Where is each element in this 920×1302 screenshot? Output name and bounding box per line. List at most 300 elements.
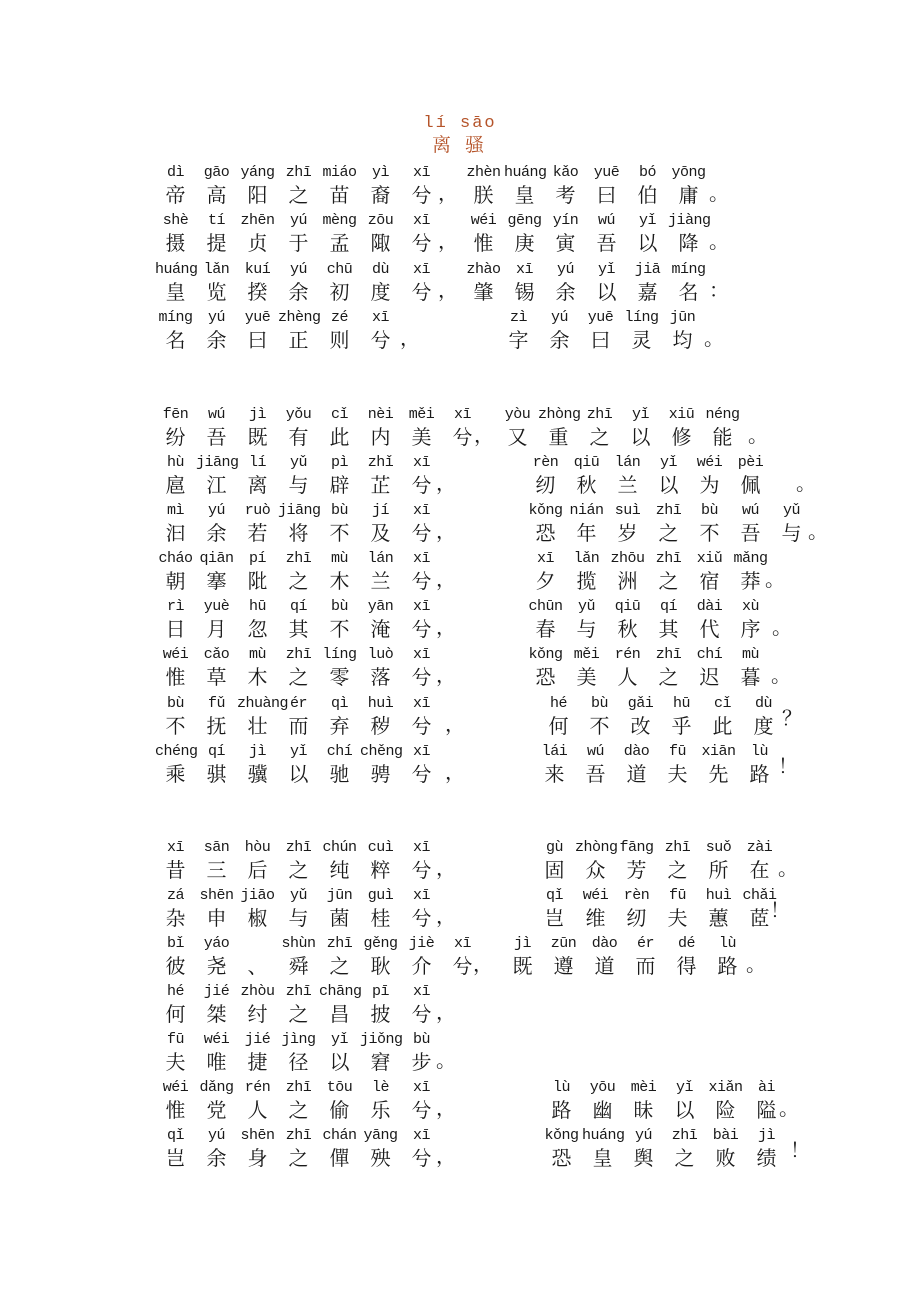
char-cell bbox=[702, 694, 743, 738]
char-cell bbox=[579, 405, 620, 449]
char-cell bbox=[196, 549, 237, 593]
punctuation: ， bbox=[473, 952, 493, 976]
pinyin: jiāng bbox=[278, 502, 321, 519]
pinyin: yáo bbox=[203, 935, 230, 952]
char-cell bbox=[360, 1126, 401, 1170]
char-cell bbox=[497, 405, 538, 449]
char-cell bbox=[698, 838, 739, 882]
char-cell bbox=[620, 694, 661, 738]
char-cell bbox=[661, 694, 702, 738]
hanzi: 恐 bbox=[535, 521, 556, 545]
hanzi: 兮 bbox=[411, 1098, 432, 1122]
pinyin: ér bbox=[636, 935, 654, 952]
char-cell bbox=[319, 405, 360, 449]
char-cell bbox=[237, 597, 278, 641]
pinyin: xī bbox=[412, 212, 430, 229]
hanzi: 其 bbox=[658, 617, 679, 641]
pinyin: wéi bbox=[162, 646, 189, 663]
pinyin: zhèn bbox=[466, 164, 501, 181]
pinyin: yǔ bbox=[289, 454, 307, 471]
char-cell bbox=[155, 405, 196, 449]
char-cell bbox=[278, 982, 319, 1026]
char-cell bbox=[278, 163, 319, 207]
hanzi: 纣 bbox=[247, 1002, 268, 1026]
char-cell bbox=[689, 597, 730, 641]
pinyin: zhī bbox=[671, 1127, 698, 1144]
char-cell bbox=[155, 211, 196, 255]
hanzi: 蕙 bbox=[708, 906, 729, 930]
char-cell bbox=[237, 886, 278, 930]
pinyin: yān bbox=[367, 598, 394, 615]
hanzi: 乘 bbox=[165, 762, 186, 786]
pinyin: dù bbox=[754, 695, 772, 712]
hanzi: 之 bbox=[288, 183, 309, 207]
pinyin: bài bbox=[712, 1127, 739, 1144]
hanzi: 迟 bbox=[699, 665, 720, 689]
char-cell bbox=[668, 211, 709, 255]
pinyin: zhēn bbox=[240, 212, 275, 229]
char-cell bbox=[648, 453, 689, 497]
char-cell bbox=[155, 501, 196, 545]
pinyin: shēn bbox=[240, 1127, 275, 1144]
pinyin: chūn bbox=[528, 598, 563, 615]
hanzi: 兮 bbox=[411, 665, 432, 689]
char-cell bbox=[502, 934, 543, 978]
pinyin: fēn bbox=[162, 406, 189, 423]
hanzi: 介 bbox=[411, 954, 432, 978]
hanzi: 初 bbox=[329, 280, 350, 304]
punctuation: ！ bbox=[790, 1138, 810, 1162]
pinyin: yòu bbox=[504, 406, 531, 423]
char-cell bbox=[746, 1126, 787, 1170]
hanzi: 之 bbox=[658, 569, 679, 593]
char-cell bbox=[278, 838, 319, 882]
char-cell bbox=[616, 838, 657, 882]
char-cell bbox=[319, 694, 360, 738]
pinyin bbox=[237, 934, 278, 954]
pinyin: miáo bbox=[322, 164, 357, 181]
hanzi: 兮 bbox=[411, 473, 432, 497]
char-cell bbox=[607, 501, 648, 545]
hanzi: 纷 bbox=[165, 425, 186, 449]
char-cell bbox=[401, 934, 442, 978]
char-cell bbox=[662, 308, 703, 352]
hanzi: 重 bbox=[548, 425, 569, 449]
poem-line bbox=[0, 260, 920, 304]
hanzi: 扈 bbox=[165, 473, 186, 497]
pinyin: suǒ bbox=[705, 839, 732, 856]
title-pinyin: lí sāo bbox=[423, 114, 497, 133]
char-cell bbox=[627, 211, 668, 255]
hanzi: 固 bbox=[544, 858, 565, 882]
char-cell bbox=[401, 694, 442, 738]
hanzi: 党 bbox=[206, 1098, 227, 1122]
punctuation: ， bbox=[436, 856, 456, 880]
pinyin: xiǔ bbox=[696, 550, 723, 567]
punctuation: 。 bbox=[771, 663, 791, 687]
pinyin: fū bbox=[668, 743, 686, 760]
pinyin: zhī bbox=[326, 935, 353, 952]
pinyin: lù bbox=[552, 1079, 570, 1096]
pinyin: mù bbox=[741, 646, 759, 663]
char-cell bbox=[689, 501, 730, 545]
hanzi: 昌 bbox=[329, 1002, 350, 1026]
pinyin: jūn bbox=[326, 887, 353, 904]
pinyin: zhī bbox=[285, 164, 312, 181]
char-cell bbox=[360, 694, 401, 738]
hanzi: 道 bbox=[594, 954, 615, 978]
poem-line bbox=[0, 1126, 920, 1170]
pinyin: rèn bbox=[623, 887, 650, 904]
line-segment-b bbox=[538, 694, 784, 738]
char-cell bbox=[538, 694, 579, 738]
pinyin: zhī bbox=[655, 646, 682, 663]
hanzi: 、 bbox=[247, 954, 268, 978]
pinyin: jiāng bbox=[196, 454, 239, 471]
pinyin: rèn bbox=[532, 454, 559, 471]
pinyin: lù bbox=[718, 935, 736, 952]
char-cell bbox=[620, 405, 661, 449]
pinyin: hù bbox=[166, 454, 184, 471]
char-cell bbox=[278, 405, 319, 449]
line-segment-a bbox=[155, 694, 442, 738]
hanzi: 桀 bbox=[206, 1002, 227, 1026]
pinyin: xī bbox=[412, 550, 430, 567]
hanzi: 此 bbox=[329, 425, 350, 449]
char-cell bbox=[627, 163, 668, 207]
hanzi: 恐 bbox=[551, 1146, 572, 1170]
hanzi: 菌 bbox=[329, 906, 350, 930]
char-cell bbox=[155, 982, 196, 1026]
pinyin: huáng bbox=[504, 164, 547, 181]
char-cell bbox=[237, 549, 278, 593]
char-cell bbox=[196, 501, 237, 545]
pinyin: yǔ bbox=[289, 887, 307, 904]
char-cell bbox=[155, 308, 196, 352]
pinyin: jìng bbox=[281, 1031, 316, 1048]
pinyin: líng bbox=[624, 309, 659, 326]
hanzi: 何 bbox=[548, 714, 569, 738]
char-cell bbox=[579, 694, 620, 738]
char-cell bbox=[463, 260, 504, 304]
pinyin: dù bbox=[371, 261, 389, 278]
pinyin: bǐ bbox=[166, 935, 184, 952]
hanzi: 之 bbox=[288, 1002, 309, 1026]
hanzi: 兮 bbox=[411, 762, 432, 786]
hanzi: 得 bbox=[676, 954, 697, 978]
hanzi: 名 bbox=[165, 328, 186, 352]
char-cell bbox=[525, 645, 566, 689]
pinyin: xī bbox=[453, 935, 471, 952]
char-cell bbox=[319, 934, 360, 978]
hanzi: 纯 bbox=[329, 858, 350, 882]
char-cell bbox=[278, 260, 319, 304]
hanzi: 将 bbox=[288, 521, 309, 545]
hanzi: 遵 bbox=[553, 954, 574, 978]
char-cell bbox=[278, 453, 319, 497]
punctuation: 。 bbox=[808, 519, 828, 543]
char-cell bbox=[657, 886, 698, 930]
pinyin: fū bbox=[668, 887, 686, 904]
pinyin: yì bbox=[371, 164, 389, 181]
pinyin: chāng bbox=[319, 983, 362, 1000]
char-cell bbox=[155, 694, 196, 738]
hanzi: 所 bbox=[708, 858, 729, 882]
hanzi: 内 bbox=[370, 425, 391, 449]
pinyin: rì bbox=[166, 598, 184, 615]
hanzi: 寅 bbox=[555, 231, 576, 255]
pinyin: mèi bbox=[630, 1079, 657, 1096]
pinyin: qǐ bbox=[166, 1127, 184, 1144]
char-cell bbox=[401, 163, 442, 207]
punctuation: ， bbox=[438, 229, 458, 253]
hanzi: 以 bbox=[637, 231, 658, 255]
char-cell bbox=[545, 163, 586, 207]
hanzi: 之 bbox=[589, 425, 610, 449]
hanzi: 夕 bbox=[535, 569, 556, 593]
char-cell bbox=[319, 501, 360, 545]
hanzi: 苗 bbox=[329, 183, 350, 207]
pinyin: yǐ bbox=[330, 1031, 348, 1048]
hanzi: 余 bbox=[206, 328, 227, 352]
pinyin: kǎo bbox=[552, 164, 579, 181]
hanzi: 美 bbox=[576, 665, 597, 689]
char-cell bbox=[319, 211, 360, 255]
hanzi: 木 bbox=[247, 665, 268, 689]
char-cell bbox=[575, 838, 616, 882]
pinyin: cháo bbox=[158, 550, 193, 567]
hanzi: 不 bbox=[699, 521, 720, 545]
pinyin: jì bbox=[248, 406, 266, 423]
pinyin: jì bbox=[513, 935, 531, 952]
char-cell bbox=[575, 886, 616, 930]
char-cell bbox=[401, 405, 442, 449]
hanzi: 余 bbox=[555, 280, 576, 304]
hanzi: 惟 bbox=[473, 231, 494, 255]
hanzi: 惟 bbox=[165, 665, 186, 689]
char-cell bbox=[360, 934, 401, 978]
char-cell bbox=[739, 742, 780, 786]
hanzi: 及 bbox=[370, 521, 391, 545]
pinyin: měi bbox=[573, 646, 600, 663]
hanzi: 而 bbox=[635, 954, 656, 978]
char-cell bbox=[586, 163, 627, 207]
char-cell bbox=[278, 501, 319, 545]
hanzi: 伯 bbox=[637, 183, 658, 207]
hanzi: 均 bbox=[672, 328, 693, 352]
punctuation: ： bbox=[709, 278, 729, 302]
pinyin: huì bbox=[367, 695, 394, 712]
char-cell bbox=[545, 260, 586, 304]
line-segment-a bbox=[155, 211, 442, 255]
hanzi: 乐 bbox=[370, 1098, 391, 1122]
char-cell bbox=[401, 211, 442, 255]
pinyin: zá bbox=[166, 887, 184, 904]
char-cell bbox=[237, 260, 278, 304]
hanzi: 以 bbox=[658, 473, 679, 497]
hanzi: 庚 bbox=[514, 231, 535, 255]
hanzi: 绩 bbox=[756, 1146, 777, 1170]
hanzi: 尧 bbox=[206, 954, 227, 978]
char-cell bbox=[504, 260, 545, 304]
char-cell bbox=[648, 501, 689, 545]
char-cell bbox=[196, 742, 237, 786]
char-cell bbox=[278, 308, 319, 352]
pinyin: xī bbox=[453, 406, 471, 423]
hanzi: 秋 bbox=[617, 617, 638, 641]
pinyin: qí bbox=[289, 598, 307, 615]
hanzi: 岂 bbox=[165, 1146, 186, 1170]
pinyin: jí bbox=[371, 502, 389, 519]
pinyin: wú bbox=[586, 743, 604, 760]
hanzi: 若 bbox=[247, 521, 268, 545]
char-cell bbox=[623, 1126, 664, 1170]
char-cell bbox=[319, 1030, 360, 1074]
pinyin: yǐ bbox=[631, 406, 649, 423]
char-cell bbox=[319, 838, 360, 882]
pinyin: yāng bbox=[363, 1127, 398, 1144]
hanzi: 兮 bbox=[411, 231, 432, 255]
pinyin: yú bbox=[634, 1127, 652, 1144]
pinyin: chéng bbox=[155, 743, 198, 760]
line-segment-b bbox=[463, 163, 709, 207]
poem-title bbox=[0, 114, 920, 156]
hanzi: 夫 bbox=[667, 906, 688, 930]
poem-line bbox=[0, 211, 920, 255]
hanzi: 皇 bbox=[165, 280, 186, 304]
pinyin: gēng bbox=[507, 212, 542, 229]
pinyin: fāng bbox=[619, 839, 654, 856]
char-cell bbox=[534, 742, 575, 786]
char-cell bbox=[401, 260, 442, 304]
hanzi: 昧 bbox=[633, 1098, 654, 1122]
hanzi: 芷 bbox=[370, 473, 391, 497]
pinyin: chěng bbox=[360, 743, 403, 760]
char-cell bbox=[319, 645, 360, 689]
line-segment-a bbox=[155, 838, 442, 882]
poem-line bbox=[0, 1078, 920, 1122]
hanzi: 后 bbox=[247, 858, 268, 882]
pinyin: jié bbox=[244, 1031, 271, 1048]
hanzi: 日 bbox=[165, 617, 186, 641]
char-cell bbox=[360, 260, 401, 304]
punctuation: 。 bbox=[779, 1096, 799, 1120]
char-cell bbox=[155, 886, 196, 930]
hanzi: 纫 bbox=[626, 906, 647, 930]
pinyin: zhī bbox=[285, 1127, 312, 1144]
poem-line bbox=[0, 742, 920, 786]
pinyin: fū bbox=[166, 1031, 184, 1048]
pinyin: xī bbox=[412, 839, 430, 856]
hanzi: 彼 bbox=[165, 954, 186, 978]
pinyin: zhī bbox=[285, 983, 312, 1000]
char-cell bbox=[616, 886, 657, 930]
char-cell bbox=[237, 1126, 278, 1170]
pinyin: cǐ bbox=[330, 406, 348, 423]
hanzi: 败 bbox=[715, 1146, 736, 1170]
char-cell bbox=[278, 934, 319, 978]
hanzi: 贞 bbox=[247, 231, 268, 255]
hanzi: 灵 bbox=[631, 328, 652, 352]
char-cell bbox=[319, 1078, 360, 1122]
pinyin: tōu bbox=[326, 1079, 353, 1096]
hanzi: 洲 bbox=[617, 569, 638, 593]
char-cell bbox=[196, 211, 237, 255]
punctuation: 。 bbox=[704, 326, 724, 350]
char-cell bbox=[196, 1126, 237, 1170]
pinyin: hé bbox=[166, 983, 184, 1000]
pinyin: yǔ bbox=[577, 598, 595, 615]
hanzi: 春 bbox=[535, 617, 556, 641]
char-cell bbox=[625, 934, 666, 978]
hanzi: 与 bbox=[288, 906, 309, 930]
char-cell bbox=[689, 549, 730, 593]
pinyin: qiān bbox=[199, 550, 234, 567]
hanzi: 披 bbox=[370, 1002, 391, 1026]
pinyin: zhòng bbox=[575, 839, 618, 856]
hanzi: 兮 bbox=[411, 714, 432, 738]
hanzi: 恐 bbox=[535, 665, 556, 689]
hanzi: 草 bbox=[206, 665, 227, 689]
pinyin: yǒu bbox=[285, 406, 312, 423]
hanzi: 与 bbox=[288, 473, 309, 497]
pinyin: mù bbox=[330, 550, 348, 567]
char-cell bbox=[360, 886, 401, 930]
char-cell bbox=[566, 597, 607, 641]
punctuation: ， bbox=[436, 663, 456, 687]
char-cell bbox=[196, 934, 237, 978]
pinyin: míng bbox=[671, 261, 706, 278]
poem-line bbox=[0, 597, 920, 641]
hanzi: 椒 bbox=[247, 906, 268, 930]
pinyin: xī bbox=[412, 887, 430, 904]
hanzi: 兮 bbox=[411, 858, 432, 882]
pinyin: zhōu bbox=[610, 550, 645, 567]
pinyin: xī bbox=[412, 1079, 430, 1096]
pinyin: kǒng bbox=[528, 502, 563, 519]
punctuation: 。 bbox=[746, 952, 766, 976]
char-cell bbox=[360, 838, 401, 882]
pinyin: zōu bbox=[367, 212, 394, 229]
poem-line bbox=[0, 501, 920, 545]
pinyin: dì bbox=[166, 164, 184, 181]
hanzi: 吾 bbox=[740, 521, 761, 545]
char-cell bbox=[538, 405, 579, 449]
char-cell bbox=[668, 163, 709, 207]
pinyin: wéi bbox=[582, 887, 609, 904]
hanzi: 不 bbox=[329, 617, 350, 641]
line-segment-a bbox=[155, 1078, 442, 1122]
hanzi: 申 bbox=[206, 906, 227, 930]
hanzi: 之 bbox=[674, 1146, 695, 1170]
pinyin: zhī bbox=[285, 1079, 312, 1096]
char-cell bbox=[705, 1078, 746, 1122]
char-cell bbox=[664, 1126, 705, 1170]
char-cell bbox=[155, 934, 196, 978]
hanzi: 佩 bbox=[740, 473, 761, 497]
hanzi: 之 bbox=[288, 858, 309, 882]
hanzi: 又 bbox=[507, 425, 528, 449]
pinyin: ài bbox=[757, 1079, 775, 1096]
hanzi: 僤 bbox=[329, 1146, 350, 1170]
punctuation: ！ bbox=[778, 754, 798, 778]
pinyin: yǐ bbox=[597, 261, 615, 278]
poem-line bbox=[0, 163, 920, 207]
pinyin: xī bbox=[515, 261, 533, 278]
pinyin: bù bbox=[412, 1031, 430, 1048]
hanzi: 吾 bbox=[596, 231, 617, 255]
pinyin: lán bbox=[614, 454, 641, 471]
